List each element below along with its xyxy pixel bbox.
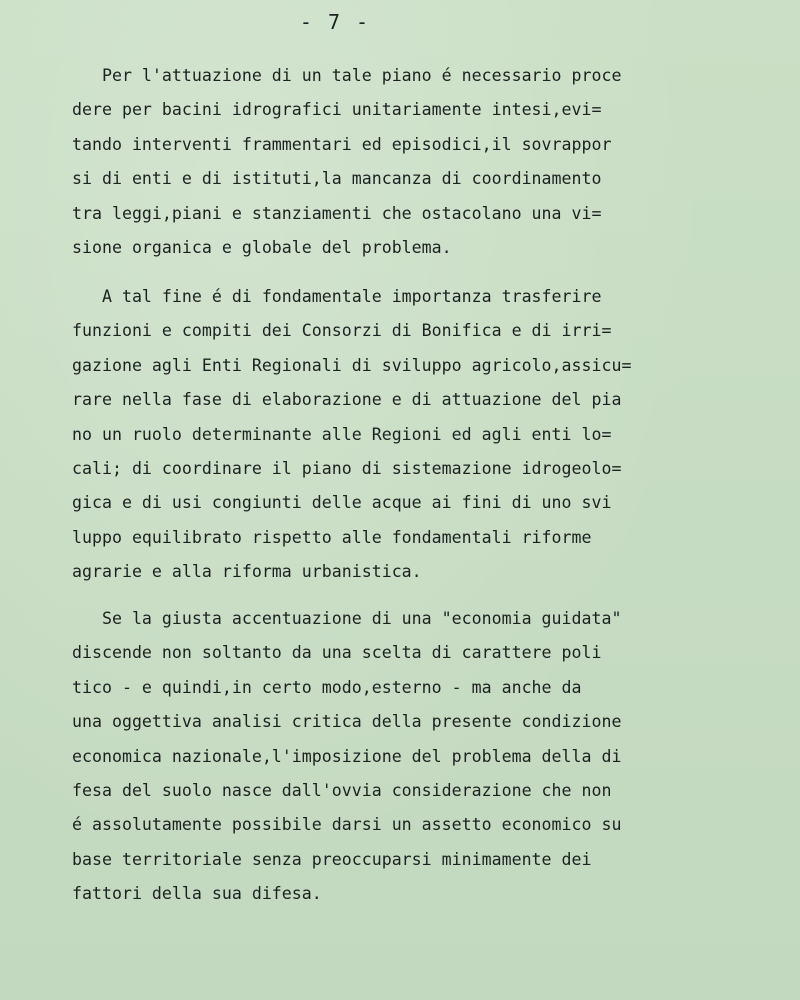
text-line: una oggettiva analisi critica della presente condizione [72,712,622,732]
text-line: fattori della sua difesa. [72,884,322,904]
text-line: Se la giusta accentuazione di una "economia guidata" [72,609,622,628]
text-line: cali; di coordinare il piano di sistemazione idrogeolo= [72,458,622,478]
text-line: agrarie e alla riforma urbanistica. [72,562,422,582]
page-number: - 7 - [299,10,371,34]
paragraph-1 [72,59,621,265]
text-line: tando interventi frammentari ed episodici,il sovrappor [72,134,612,154]
text-line: base territoriale senza preoccuparsi minimamente dei [72,849,592,869]
text-line: dere per bacini idrografici unitariamente intesi,evi= [72,100,602,120]
text-line: gazione agli Enti Regionali di sviluppo agricolo,assicu= [72,355,632,375]
paragraph-2 [72,280,631,590]
text-line: tra leggi,piani e stanziamenti che ostacolano una vi= [72,203,602,223]
text-line: tico - e quindi,in certo modo,esterno - ma anche da [72,677,582,697]
text-line: é assolutamente possibile darsi un assetto economico su [72,815,622,835]
text-line: rare nella fase di elaborazione e di attuazione del pia [72,390,622,410]
paragraph-3 [72,602,621,912]
text-line: luppo equilibrato rispetto alle fondamentali riforme [72,527,592,547]
text-line: Per l'attuazione di un tale piano é necessario proce [72,66,622,85]
text-line: discende non soltanto da una scelta di carattere poli [72,643,602,663]
text-line: funzioni e compiti dei Consorzi di Bonifica e di irri= [72,321,612,341]
text-line: economica nazionale,l'imposizione del problema della di [72,746,622,766]
text-line: fesa del suolo nasce dall'ovvia considerazione che non [72,780,612,800]
text-line: no un ruolo determinante alle Regioni ed agli enti lo= [72,424,612,444]
text-line: sione organica e globale del problema. [72,237,452,257]
text-line: A tal fine é di fondamentale importanza trasferire [72,287,602,306]
text-line: gica e di usi congiunti delle acque ai fini di uno svi [72,493,612,513]
text-line: si di enti e di istituti,la mancanza di coordinamento [72,169,602,189]
